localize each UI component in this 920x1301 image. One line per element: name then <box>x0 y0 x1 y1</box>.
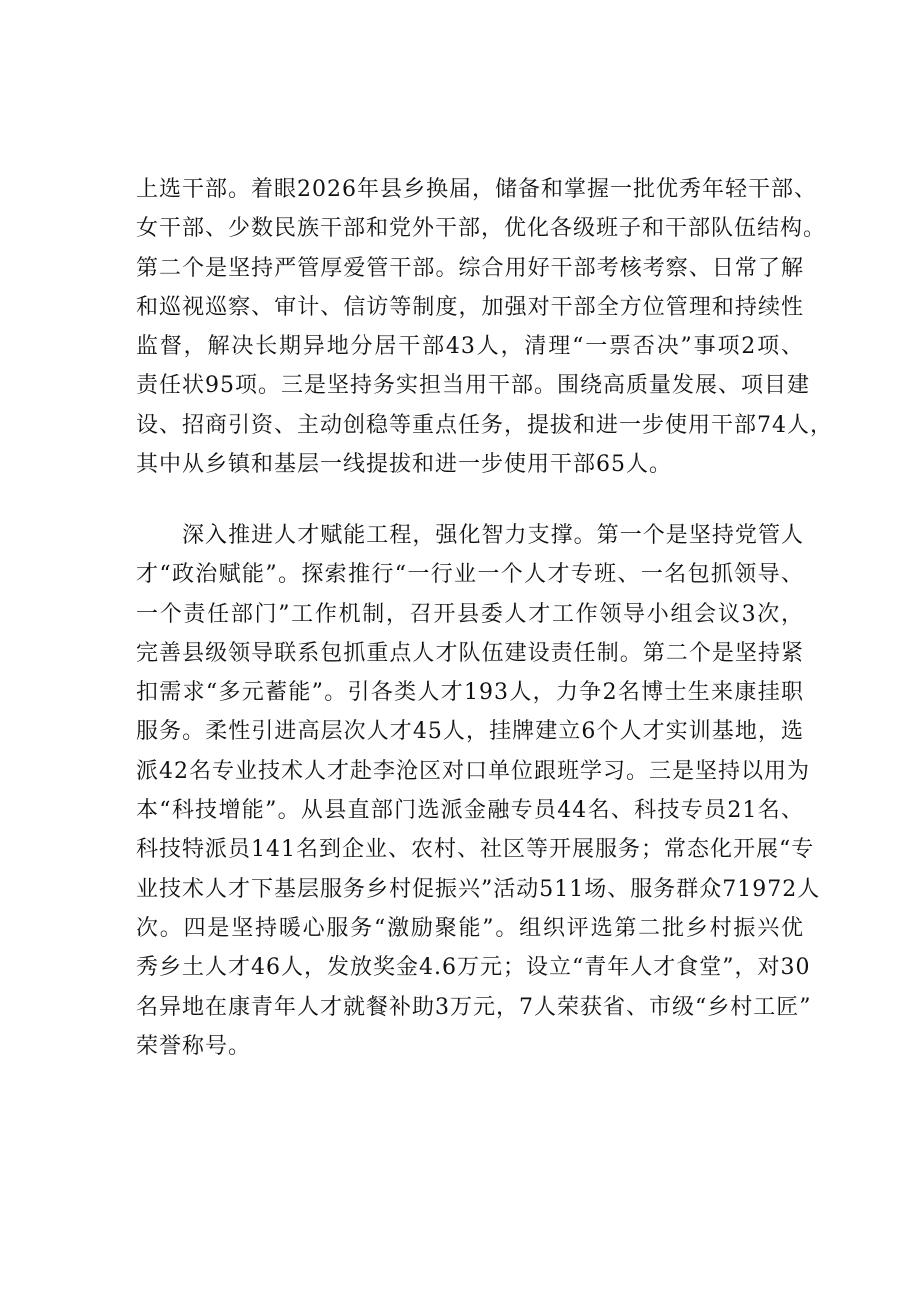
text-line: 上选干部。着眼2026年县乡换届，储备和掌握一批优秀年轻干部、 <box>136 177 817 202</box>
paragraph-cadre-management <box>136 170 833 484</box>
text-line: 本“科技增能”。从县直部门选派金融专员44名、科技专员21名、 <box>136 798 804 824</box>
text-line: 设、招商引资、主动创稳等重点任务，提拔和进一步使用干部74人， <box>136 412 833 438</box>
text-line: 和巡视巡察、审计、信访等制度，加强对干部全方位管理和持续性 <box>136 294 804 320</box>
text-line: 服务。柔性引进高层次人才45人，挂牌建立6个人才实训基地，选 <box>136 719 804 745</box>
text-line: 责任状95项。三是坚持务实担当用干部。围绕高质量发展、项目建 <box>136 373 810 399</box>
text-line: 一个责任部门”工作机制，召开县委人才工作领导小组会议3次， <box>136 601 804 627</box>
text-line: 秀乡土人才46人，发放奖金4.6万元；设立“青年人才食堂”，对30 <box>136 955 811 981</box>
text-line: 监督，解决长期异地分居干部43人，清理“一票否决”事项2项、 <box>136 334 804 360</box>
text-line: 女干部、少数民族干部和党外干部，优化各级班子和干部队伍结构。 <box>136 216 827 242</box>
text-line: 第二个是坚持严管厚爱管干部。综合用好干部考核考察、日常了解 <box>136 255 804 281</box>
text-line: 派42名专业技术人才赴李沧区对口单位跟班学习。三是坚持以用为 <box>136 758 810 784</box>
text-line: 才“政治赋能”。探索推行“一行业一个人才专班、一名包抓领导、 <box>136 562 804 588</box>
text-line: 其中从乡镇和基层一线提拔和进一步使用干部65人。 <box>136 452 672 478</box>
text-line: 深入推进人才赋能工程，强化智力支撑。第一个是坚持党管人 <box>182 523 804 548</box>
paragraph-talent-empowerment <box>136 516 821 1066</box>
text-line: 次。四是坚持暖心服务“激励聚能”。组织评选第二批乡村振兴优 <box>136 915 804 941</box>
text-line: 业技术人才下基层服务乡村促振兴”活动511场、服务群众71972人 <box>136 876 821 902</box>
text-line: 完善县级领导联系包抓重点人才队伍建设责任制。第二个是坚持紧 <box>136 640 804 666</box>
text-line: 科技特派员141名到企业、农村、社区等开展服务；常态化开展“专 <box>136 837 815 863</box>
text-line: 扣需求“多元蓄能”。引各类人才193人，力争2名博士生来康挂职 <box>136 680 804 706</box>
text-line: 荣誉称号。 <box>136 1033 252 1059</box>
text-line: 名异地在康青年人才就餐补助3万元，7人荣获省、市级“乡村工匠” <box>136 994 812 1020</box>
